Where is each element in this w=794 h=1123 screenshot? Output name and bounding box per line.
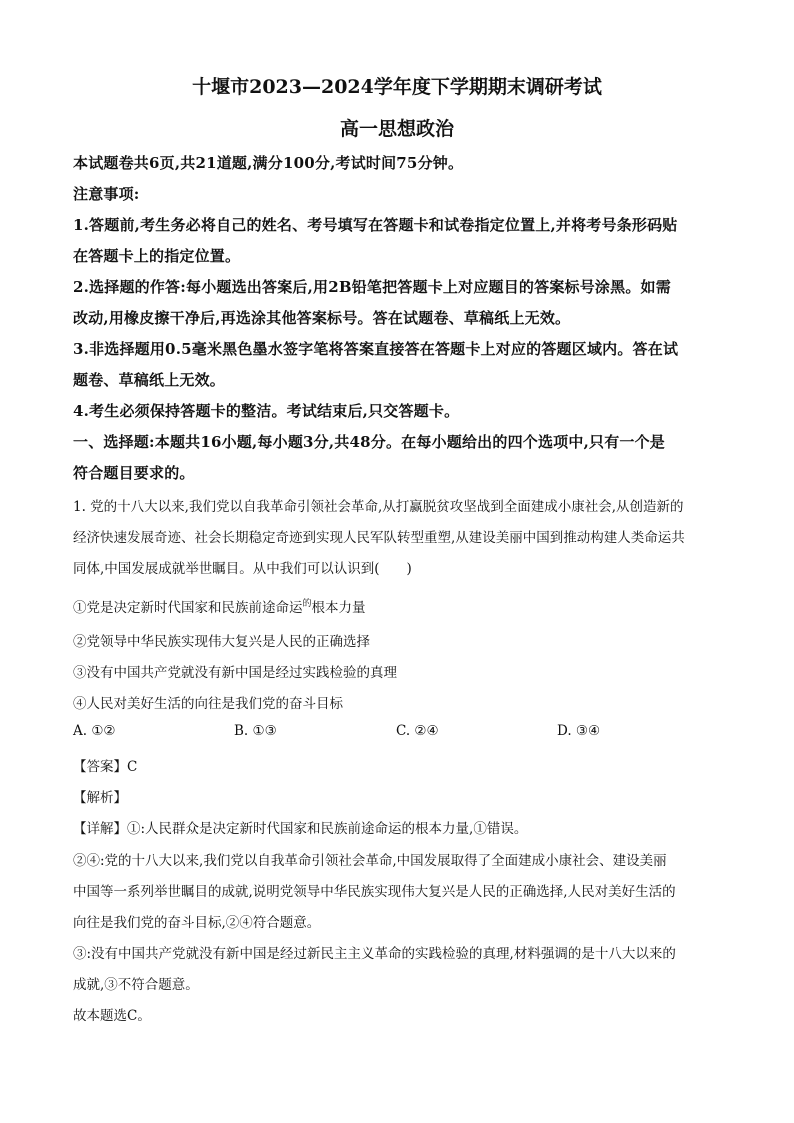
note-3-line-2: 题卷、草稿纸上无效。: [73, 371, 226, 389]
question-1-stem-line-2: 经济快速发展奇迹、社会长期稳定奇迹到实现人民军队转型重塑,从建设美丽中国到推动构建人类命运共: [73, 530, 685, 546]
note-2-line-2: 改动,用橡皮擦干净后,再选涂其他答案标号。答在试题卷、草稿纸上无效。: [73, 309, 571, 327]
statement-3: ③没有中国共产党就没有新中国是经过实践检验的真理: [73, 665, 397, 681]
statement-1-text-end: 根本力量: [311, 600, 366, 616]
option-c: C. ②④: [396, 723, 439, 739]
notes-heading: 注意事项:: [73, 185, 140, 203]
statement-1-text: ①党是决定新时代国家和民族前途命运: [73, 600, 303, 616]
option-d: D. ③④: [557, 723, 601, 739]
option-b: B. ①③: [234, 723, 277, 739]
question-1-stem-line-1: 1. 党的十八大以来,我们党以自我革命引领社会革命,从打赢脱贫攻坚战到全面建成小康社会,从创造新的: [73, 499, 684, 515]
exam-title: 十堰市2023—2024学年度下学期期末调研考试: [192, 76, 602, 98]
exam-subtitle: 高一思想政治: [339, 118, 454, 140]
conclusion: 故本题选C。: [73, 1008, 151, 1024]
detail-2-line-1: ②④:党的十八大以来,我们党以自我革命引领社会革命,中国发展取得了全面建成小康社会、建设美丽: [73, 853, 667, 869]
analysis-heading: 【解析】: [73, 790, 127, 806]
statement-2: ②党领导中华民族实现伟大复兴是人民的正确选择: [73, 634, 370, 650]
detail-3-line-1: ③:没有中国共产党就没有新中国是经过新民主主义革命的实践检验的真理,材料强调的是十八大以来的: [73, 946, 676, 962]
question-1-stem-line-3: 同体,中国发展成就举世瞩目。从中我们可以认识到( ): [73, 561, 412, 577]
note-2-line-1: 2.选择题的作答:每小题选出答案后,用2B铅笔把答题卡上对应题目的答案标号涂黑。如需: [73, 278, 671, 296]
answer: 【答案】C: [73, 759, 138, 775]
note-1-line-1: 1.答题前,考生务必将自己的姓名、考号填写在答题卡和试卷指定位置上,并将考号条形码贴: [73, 216, 678, 234]
section-1-heading-line-2: 符合题目要求的。: [73, 464, 195, 482]
detail-2-line-2: 中国等一系列举世瞩目的成就,说明党领导中华民族实现伟大复兴是人民的正确选择,人民对美好生活的: [73, 884, 676, 900]
statement-1: [73, 596, 366, 616]
note-1-line-2: 在答题卡上的指定位置。: [73, 247, 241, 265]
statement-1-superscript: 的: [302, 599, 312, 609]
statement-4: ④人民对美好生活的向往是我们党的奋斗目标: [73, 696, 343, 712]
option-a: A. ①②: [73, 723, 116, 739]
exam-info: 本试题卷共6页,共21道题,满分100分,考试时间75分钟。: [73, 154, 464, 172]
note-4: 4.考生必须保持答题卡的整洁。考试结束后,只交答题卡。: [73, 402, 460, 420]
section-1-heading-line-1: 一、选择题:本题共16小题,每小题3分,共48分。在每小题给出的四个选项中,只有一个是: [73, 433, 665, 451]
detail-3-line-2: 成就,③不符合题意。: [73, 977, 199, 993]
detail-2-line-3: 向往是我们党的奋斗目标,②④符合题意。: [73, 915, 321, 931]
detail-1: 【详解】①:人民群众是决定新时代国家和民族前途命运的根本力量,①错误。: [73, 821, 528, 837]
note-3-line-1: 3.非选择题用0.5毫米黑色墨水签字笔将答案直接答在答题卡上对应的答题区域内。答在试: [73, 340, 679, 358]
